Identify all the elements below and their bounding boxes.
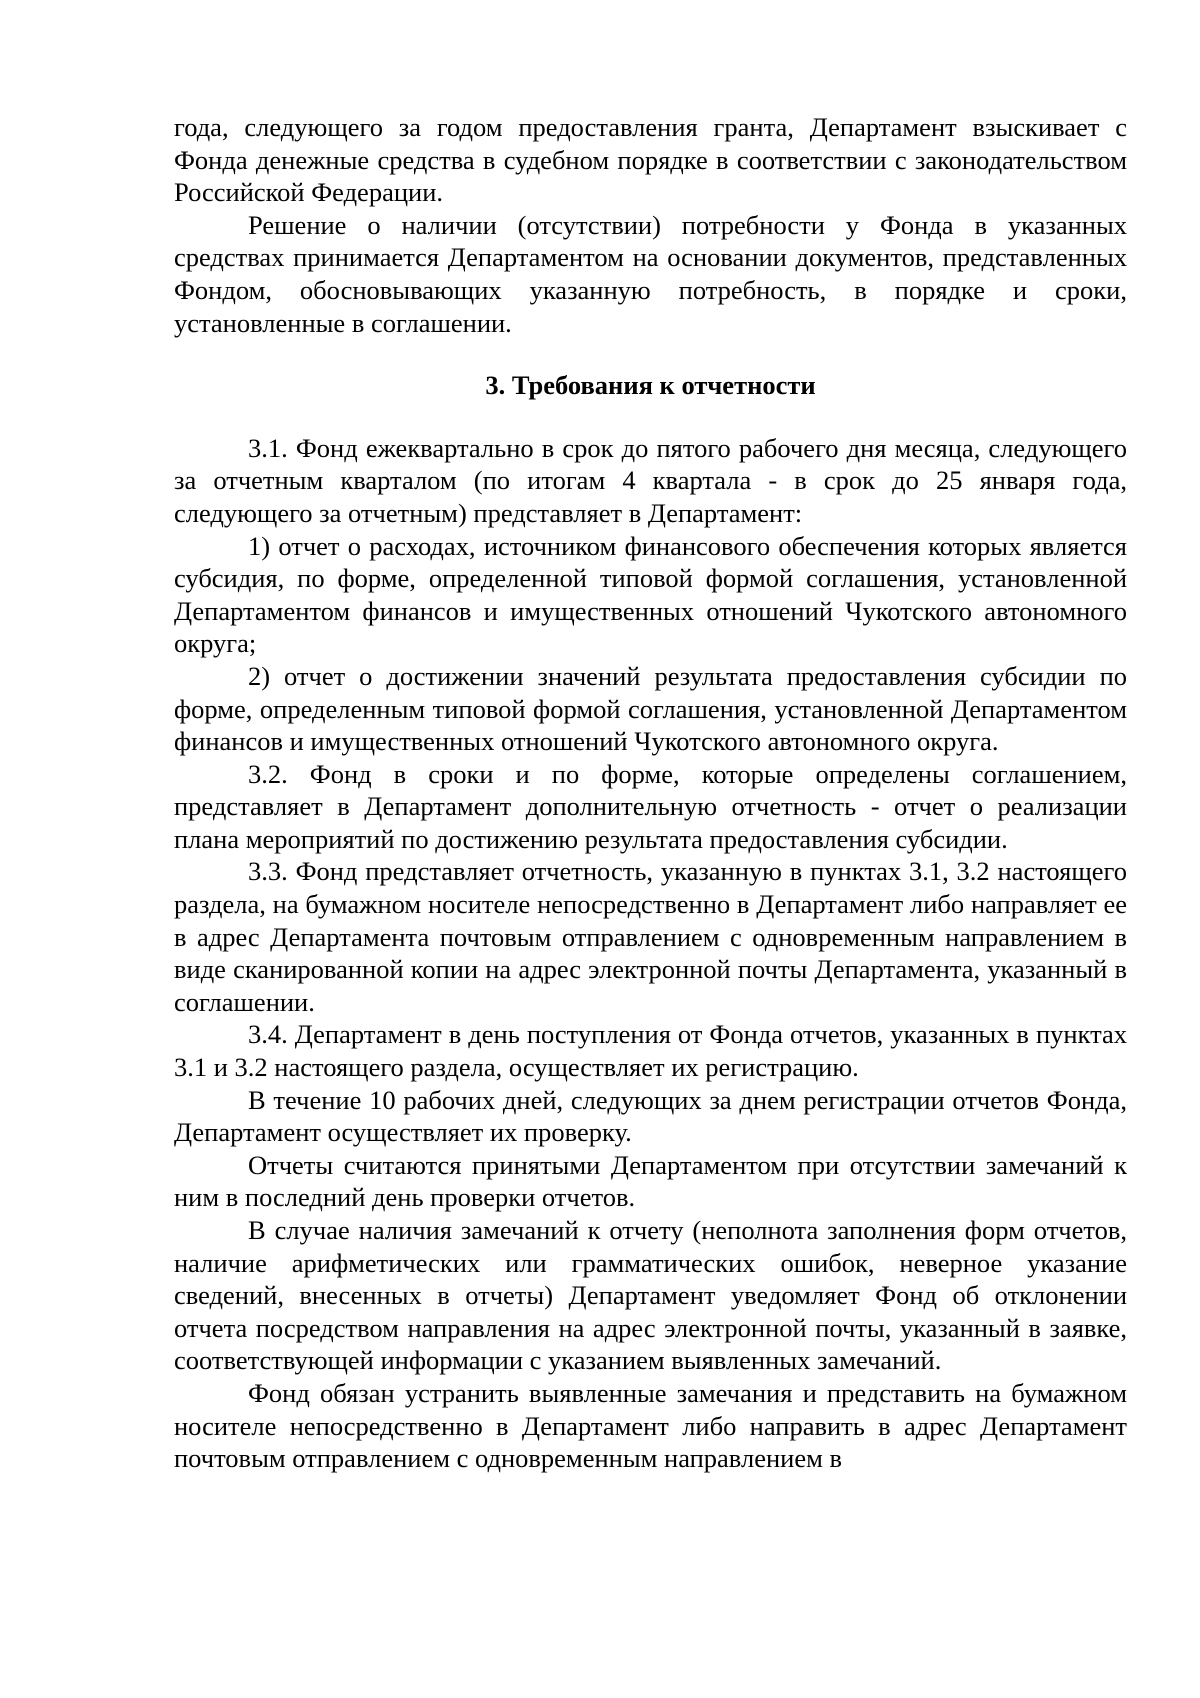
paragraph-acceptance: Отчеты считаются принятыми Департаментом при отсутствии замечаний к ним в последний день проверки отчетов. — [174, 1149, 1127, 1213]
paragraph-3-1-item-2: 2) отчет о достижении значений результата предоставления субсидии по форме, определенным типовой формой соглашения, установленной Департаментом финансов и имущественных отношений Чукотского автономного округа. — [174, 660, 1127, 757]
document-body — [174, 111, 1127, 1475]
paragraph-3-4: 3.4. Департамент в день поступления от Фонда отчетов, указанных в пунктах 3.1 и 3.2 настоящего раздела, осуществляет их регистрацию. — [174, 1019, 1127, 1083]
section-heading: 3. Требования к отчетности — [485, 370, 816, 401]
paragraph-continuation: года, следующего за годом предоставления гранта, Департамент взыскивает с Фонда денежные средства в судебном порядке в соответствии с законодательством Российской Федерации. — [174, 112, 1127, 208]
paragraph-review-period: В течение 10 рабочих дней, следующих за днем регистрации отчетов Фонда, Департамент осуществляет их проверку. — [174, 1084, 1127, 1148]
paragraph-3-1-item-1: 1) отчет о расходах, источником финансового обеспечения которых является субсидия, по форме, определенной типовой формой соглашения, установленной Департаментом финансов и имущественных отношений Чукотского автономного округа; — [174, 530, 1127, 659]
paragraph-remarks: В случае наличия замечаний к отчету (неполнота заполнения форм отчетов, наличие арифметических или грамматических ошибок, неверное указание сведений, внесенных в отчеты) Департамент уведомляет Фонд об отклонении отчета посредством направления на адрес электронной почты, указанный в заявке, соответствующей информации с указанием выявленных замечаний. — [174, 1215, 1127, 1376]
paragraph-3-1: 3.1. Фонд ежеквартально в срок до пятого рабочего дня месяца, следующего за отчетным кварталом (по итогам 4 квартала - в срок до 25 января года, следующего за отчетным) представляет в Департамент: — [174, 432, 1127, 528]
paragraph-3-2: 3.2. Фонд в сроки и по форме, которые определены соглашением, представляет в Департамент дополнительную отчетность - отчет о реализации плана мероприятий по достижению результата предоставления субсидии. — [174, 758, 1127, 854]
paragraph-decision: Решение о наличии (отсутствии) потребности у Фонда в указанных средствах принимается Департаментом на основании документов, представленных Фондом, обосновывающих указанную потребность, в порядке и сроки, установленные в соглашении. — [174, 209, 1127, 338]
paragraph-3-3: 3.3. Фонд представляет отчетность, указанную в пунктах 3.1, 3.2 настоящего раздела, на бумажном носителе непосредственно в Департамент либо направляет ее в адрес Департамента почтовым отправлением с одновременным направлением в виде сканированной копии на адрес электронной почты Департамента, указанный в соглашении. — [174, 856, 1127, 1017]
paragraph-correction: Фонд обязан устранить выявленные замечания и представить на бумажном носителе непосредственно в Департамент либо направить в адрес Департамент почтовым отправлением с одновременным направлением в — [174, 1377, 1127, 1474]
